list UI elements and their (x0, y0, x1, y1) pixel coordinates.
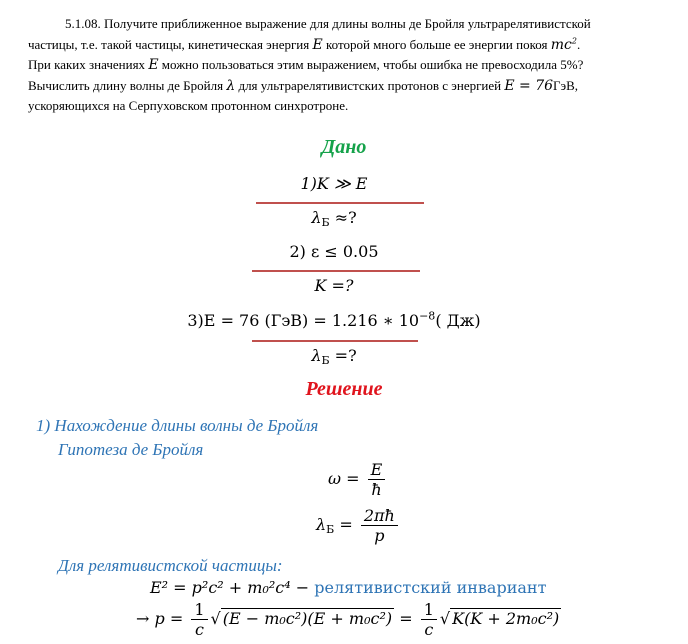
momentum-equals-2: = (399, 609, 413, 628)
problem-text-4b: для ультрарелятивистских протонов с энергией (238, 77, 502, 93)
step-1-heading: 1) Нахождение длины волны де Бройля (36, 416, 319, 435)
given-question-3-rest: =? (329, 346, 357, 365)
sqrt-symbol-1: √ (210, 609, 221, 628)
momentum-denominator-1: c (194, 620, 204, 639)
symbol-E-2: E (148, 57, 159, 73)
given-eq-2 (0, 242, 668, 261)
omega-denominator: ħ (371, 480, 382, 499)
omega-formula (328, 460, 388, 499)
relativistic-heading: Для релятивистской частицы: (58, 556, 283, 575)
symbol-mc-exponent: 2 (571, 35, 577, 45)
sqrt-symbol-2: √ (439, 609, 451, 628)
given-eq-1 (0, 174, 668, 193)
lambda-subscript: Б (321, 216, 330, 229)
given-rule-2 (252, 270, 420, 272)
energy-unit: ГэВ, (553, 77, 579, 93)
momentum-denominator-2: c (424, 620, 434, 639)
lambda-denominator: p (374, 526, 385, 545)
sqrt-content-2: K(K + 2m₀c²) (452, 609, 560, 628)
solution-heading: Решение (305, 378, 383, 400)
hypothesis-heading: Гипотеза де Бройля (58, 440, 204, 459)
problem-line-4 (28, 76, 616, 97)
problem-text-2b: которой много больше ее энергии покоя (325, 36, 548, 52)
given-eq-3a: 3)E = 76 (ГэВ) = 1.216 ∗ 10 (187, 311, 420, 330)
problem-text-2-end: . (576, 36, 581, 52)
momentum-lhs: → p = (136, 609, 184, 628)
lambda-symbol: λ (311, 208, 322, 227)
problem-line-1 (28, 14, 616, 35)
given-eq-3b: ( Дж) (435, 311, 481, 330)
problem-line-2 (28, 35, 616, 56)
given-eq-1-text: 1)K ≫ E (300, 174, 368, 193)
given-heading: Дано (321, 136, 367, 158)
problem-text-5: ускоряющихся на Серпуховском протонном синхротроне. (28, 98, 349, 113)
problem-line-3 (28, 55, 616, 76)
given-rule-3 (252, 340, 418, 342)
momentum-fraction-2 (421, 600, 437, 639)
lambda-formula (316, 506, 401, 545)
momentum-numerator-1: 1 (191, 600, 207, 620)
given-question-1 (0, 208, 668, 229)
lambda-fraction (361, 506, 398, 545)
omega-fraction (368, 460, 386, 499)
lambda-symbol-2: λ (311, 346, 322, 365)
given-eq-2-text: 2) ε ≤ 0.05 (289, 242, 379, 261)
invariant-label: релятивистский инвариант (314, 578, 547, 597)
momentum-numerator-2: 1 (421, 600, 437, 620)
problem-text-3a: При каких значениях (28, 57, 146, 72)
problem-number: 5.1.08. (65, 16, 101, 31)
lambda-lhs: λ (316, 515, 327, 534)
lambda-lhs-subscript: Б (326, 523, 335, 536)
symbol-E: E (312, 36, 323, 53)
symbol-mc2 (551, 37, 577, 53)
momentum-fraction-1 (191, 600, 207, 639)
omega-lhs: ω = (328, 469, 360, 488)
lambda-equals: = (334, 515, 353, 534)
symbol-mc: mc (550, 36, 572, 53)
problem-text-4a: Вычислить длину волны де Бройля (28, 77, 224, 93)
given-question-3 (0, 346, 668, 367)
problem-text-2a: частицы, т.е. такой частицы, кинетическая энергия (28, 36, 310, 52)
problem-line-5 (28, 96, 616, 117)
lambda-subscript-2: Б (321, 354, 330, 367)
sqrt-content-1: (E − m₀c²)(E + m₀c²) (222, 609, 393, 628)
invariant-equation: E² = p²c² + m₀²c⁴ − (150, 578, 310, 597)
given-question-2 (0, 276, 668, 295)
symbol-lambda: λ (226, 77, 236, 94)
given-question-2-text: K =? (314, 276, 354, 295)
given-eq-3 (0, 311, 668, 330)
given-rule-1 (256, 202, 424, 204)
given-question-1-rest: ≈? (329, 208, 357, 227)
problem-text-1: Получите приближенное выражение для длины волны де Бройля ультрарелятивистской (104, 16, 591, 31)
lambda-numerator: 2πħ (361, 506, 398, 526)
momentum-formula (136, 600, 561, 639)
problem-text-3b: можно пользоваться этим выражением, чтобы ошибка не превосходила 5%? (161, 57, 584, 72)
symbol-E-value: E = 76 (504, 77, 554, 94)
omega-numerator: E (368, 460, 386, 480)
given-eq-3-exponent: −8 (419, 309, 436, 323)
invariant-formula (150, 578, 546, 597)
problem-statement (28, 14, 616, 117)
